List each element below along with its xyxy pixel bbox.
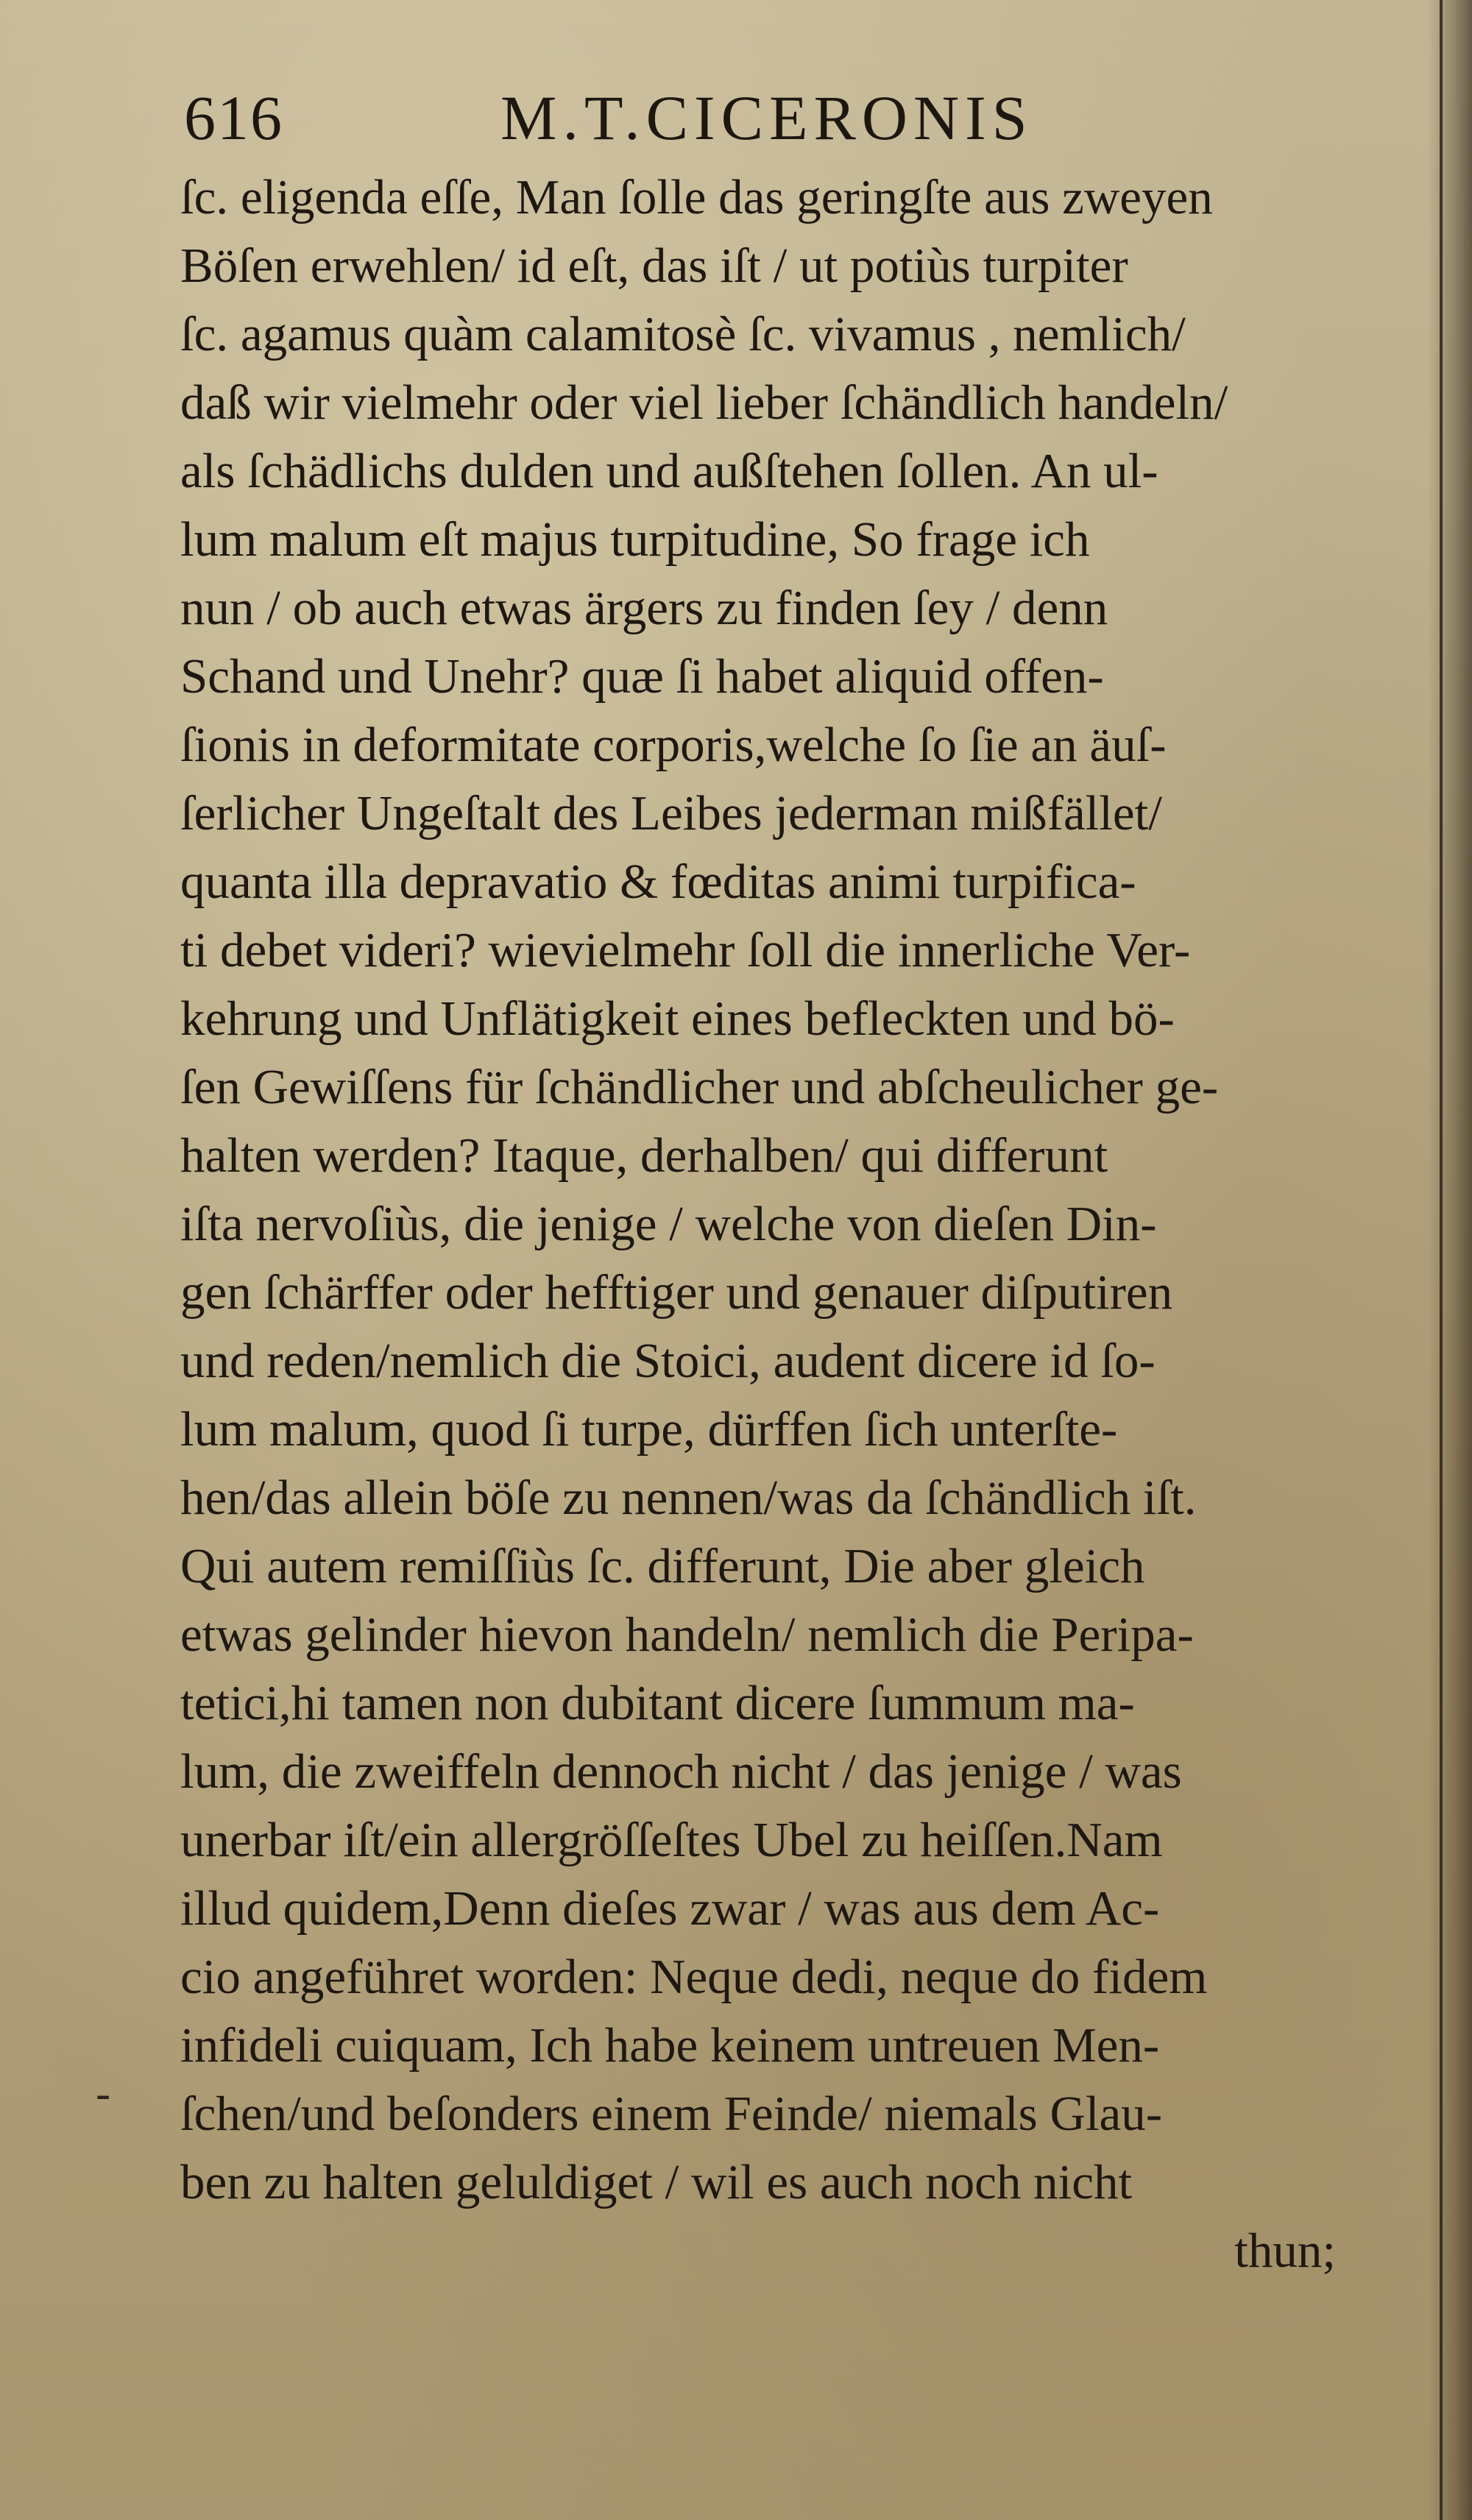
text-line: hen/das allein böſe zu nennen/was da ſchändlich iſt. [180,1470,1197,1525]
text-line: infideli cuiquam, Ich habe keinem untreuen Men- [180,2018,1160,2073]
text-line: ben zu halten geluldiget / wil es auch noch nicht [180,2155,1133,2209]
text-line: und reden/nemlich die Stoici, audent dicere id ſo- [180,1334,1156,1388]
text-line: etwas gelinder hievon handeln/ nemlich die Peripa- [180,1607,1194,1662]
text-line: ſchen/und beſonders einem Feinde/ niemals Glau- [180,2087,1163,2141]
spine-shadow [1428,0,1472,2520]
text-line: ſerlicher Ungeſtalt des Leibes jederman mißfället/ [180,786,1162,840]
text-line: tetici,hi tamen non dubitant dicere ſummum ma- [180,1676,1135,1730]
text-line: ti debet videri? wievielmehr ſoll die innerliche Ver- [180,923,1191,977]
page-number: 616 [184,82,283,153]
body-text [180,163,1380,2285]
text-line: ſc. agamus quàm calamitosè ſc. vivamus , nemlich/ [180,307,1186,361]
text-line: quanta illa depravatio & fœditas animi turpifica- [180,854,1136,909]
text-line: unerbar iſt/ein allergröſſeſtes Ubel zu heiſſen.Nam [180,1813,1163,1867]
text-line: Böſen erwehlen/ id eſt, das iſt / ut potiùs turpiter [180,238,1128,293]
text-line: ſionis in deformitate corporis,welche ſo ſie an äuſ- [180,718,1167,772]
catchword: thun; [1234,2223,1336,2278]
text-line: nun / ob auch etwas ärgers zu finden ſey / denn [180,581,1108,635]
text-line: ſen Gewiſſens für ſchändlicher und abſcheulicher ge- [180,1060,1219,1114]
running-head: M.T.CICERONIS [500,82,1033,153]
text-line: Qui autem remiſſiùs ſc. differunt, Die aber gleich [180,1539,1145,1593]
text-line: halten werden? Itaque, derhalben/ qui differunt [180,1128,1108,1183]
text-line: lum malum, quod ſi turpe, dürffen ſich unterſte- [180,1402,1118,1457]
text-line: cio angeführet worden: Neque dedi, neque do fidem [180,1950,1208,2004]
text-line: illud quidem,Denn dieſes zwar / was aus dem Ac- [180,1881,1160,1936]
margin-mark: - [96,2069,110,2117]
text-line: ſc. eligenda eſſe, Man ſolle das geringſte aus zweyen [180,170,1213,224]
text-line: lum malum eſt majus turpitudine, So frage ich [180,512,1090,567]
text-line: gen ſchärffer oder hefftiger und genauer diſputiren [180,1265,1173,1320]
page-edge-rule [1440,0,1443,2520]
text-line: lum, die zweiffeln dennoch nicht / das jenige / was [180,1744,1182,1799]
text-line: kehrung und Unflätigkeit eines befleckten und bö- [180,991,1175,1046]
text-line: als ſchädlichs dulden und außſtehen ſollen. An ul- [180,444,1158,498]
page-header [184,66,1362,177]
text-line: Schand und Unehr? quæ ſi habet aliquid offen- [180,649,1104,704]
text-line: iſta nervoſiùs, die jenige / welche von dieſen Din- [180,1197,1157,1251]
text-line: daß wir vielmehr oder viel lieber ſchändlich handeln/ [180,375,1228,430]
